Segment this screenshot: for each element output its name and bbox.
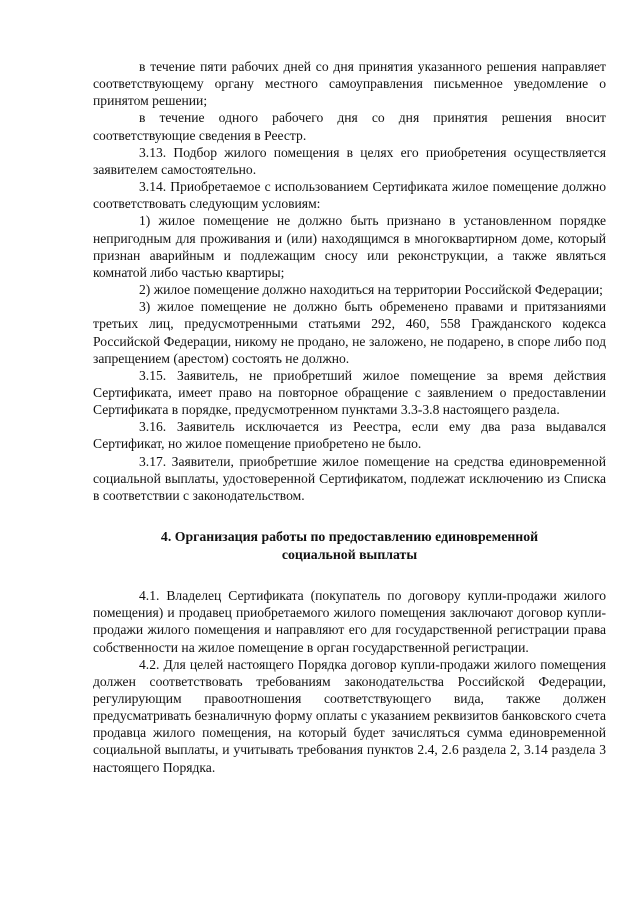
paragraph-3-14: 3.14. Приобретаемое с использованием Сертификата жилое помещение должно соответствовать следующим условиям: — [93, 179, 606, 212]
paragraph-3-13: 3.13. Подбор жилого помещения в целях его приобретения осуществляется заявителем самостоятельно. — [93, 144, 606, 177]
paragraph-3-15: 3.15. Заявитель, не приобретший жилое помещение за время действия Сертификата, имеет право на повторное обращение с заявлением о предоставлении Сертификата в порядке, предусмотренном пунктами 3.3-3.8 настоящего раздела. — [93, 367, 606, 418]
paragraph-4-1: 4.1. Владелец Сертификата (покупатель по договору купли-продажи жилого помещения) и продавец приобретаемого жилого помещения заключают договор купли-продажи жилого помещения и направляют его для государственной регистрации права собственности на жилое помещение в орган государственной регистрации. — [93, 588, 606, 655]
section-heading-line-1: 4. Организация работы по предоставлению единовременной — [160, 529, 539, 545]
paragraph-condition-2: 2) жилое помещение должно находиться на территории Российской Федерации; — [139, 282, 603, 298]
paragraph-registry-entry: в течение одного рабочего дня со дня принятия решения вносит соответствующие сведения в Реестр. — [93, 110, 606, 143]
spacer — [93, 504, 606, 528]
paragraph-3-16: 3.16. Заявитель исключается из Реестра, если ему два раза выдавался Сертификат, но жилое помещение приобретено не было. — [93, 419, 606, 452]
spacer — [93, 563, 606, 587]
section-heading — [93, 528, 606, 563]
paragraph-condition-1: 1) жилое помещение не должно быть признано в установленном порядке непригодным для проживания и (или) находящимся в многоквартирном доме, который признан аварийным и подлежащим сносу или реконструкции, а также являться комнатой либо частью квартиры; — [93, 213, 606, 280]
paragraph-notification: в течение пяти рабочих дней со дня принятия указанного решения направляет соответствующему органу местного самоуправления письменное уведомление о принятом решении; — [93, 59, 606, 109]
paragraph-3-17: 3.17. Заявители, приобретшие жилое помещение на средства единовременной социальной выплаты, удостоверенной Сертификатом, подлежат исключению из Списка в соответствии с законодательством. — [93, 453, 606, 503]
section-heading-line-2: социальной выплаты — [281, 546, 418, 562]
paragraph-condition-3: 3) жилое помещение не должно быть обременено правами и притязаниями третьих лиц, предусмотренными статьями 292, 460, 558 Гражданского кодекса Российской Федерации, никому не продано, не заложено, не подарено, в споре либо под запрещением (арестом) состоять не должно. — [93, 299, 606, 366]
paragraph-4-2: 4.2. Для целей настоящего Порядка договор купли-продажи жилого помещения должен соответствовать требованиям законодательства Российской Федерации, регулирующим правоотношения соответствующего вида, также должен предусматривать безналичную форму оплаты с указанием реквизитов банковского счета продавца жилого помещения, на который будет зачисляться сумма единовременной социальной выплаты, и учитывать требования пунктов 2.4, 2.6 раздела 2, 3.14 раздела 3 настоящего Порядка. — [93, 656, 606, 775]
